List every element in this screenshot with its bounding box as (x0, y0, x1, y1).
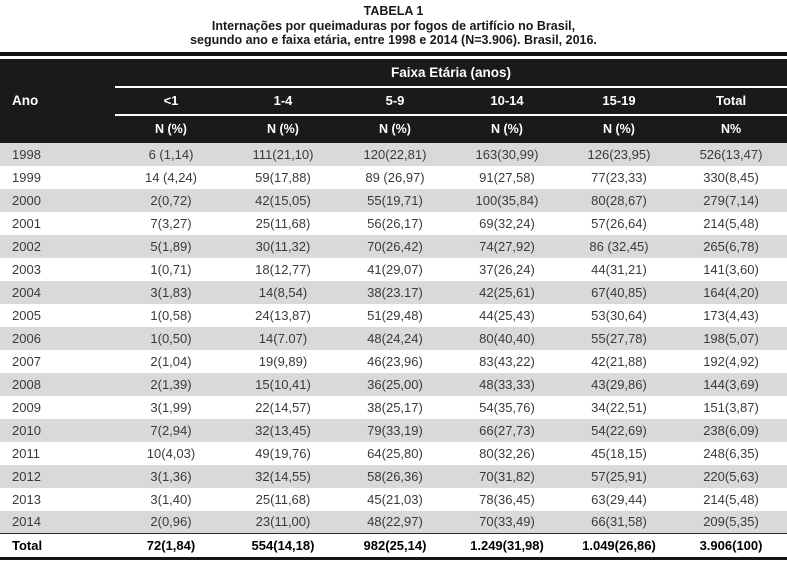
value-cell: 70(33,49) (479, 514, 535, 530)
value-cell: 70(31,82) (479, 468, 535, 484)
value-cell: 22(14,57) (255, 399, 311, 415)
table-row (0, 511, 787, 534)
value-cell: 44(25,43) (479, 307, 535, 323)
total-cell: 3.906(100) (675, 534, 787, 559)
value-cell: 42(25,61) (479, 284, 535, 300)
subheader-n-pct-total: N% (675, 115, 787, 143)
table-header (0, 59, 787, 143)
table-row (0, 281, 787, 304)
value-cell: 66(31,58) (591, 514, 647, 530)
value-cell: 14(7.07) (258, 330, 308, 346)
total-row (0, 534, 787, 559)
value-cell: 1(0,50) (150, 330, 192, 346)
value-cell: 74(27,92) (479, 238, 535, 254)
value-cell: 54(22,69) (591, 422, 647, 438)
table-row (0, 488, 787, 511)
value-cell: 14 (4,24) (144, 169, 198, 185)
value-cell: 120(22,81) (363, 146, 427, 162)
year-cell: 2005 (12, 307, 41, 323)
value-cell: 57(25,91) (591, 468, 647, 484)
value-cell: 164(4,20) (703, 284, 759, 300)
value-cell: 248(6,35) (703, 445, 759, 461)
table-row (0, 373, 787, 396)
value-cell: 141(3,60) (703, 261, 759, 277)
table-row (0, 258, 787, 281)
table-row (0, 350, 787, 373)
top-rule (0, 52, 787, 56)
value-cell: 279(7,14) (703, 192, 759, 208)
value-cell: 23(11,00) (255, 514, 311, 530)
table-number: TABELA 1 (363, 4, 424, 18)
year-cell: 1999 (12, 169, 41, 185)
table-row (0, 212, 787, 235)
subheader-n-pct-1: N (%) (115, 115, 227, 143)
table-row (0, 419, 787, 442)
value-cell: 57(26,64) (591, 215, 647, 231)
value-cell: 63(29,44) (591, 491, 647, 507)
value-cell: 265(6,78) (703, 238, 759, 254)
table-row (0, 143, 787, 166)
value-cell: 2(0,72) (150, 192, 192, 208)
value-cell: 14(8,54) (258, 284, 308, 300)
value-cell: 80(28,67) (591, 192, 647, 208)
value-cell: 91(27,58) (479, 169, 535, 185)
value-cell: 48(22,97) (367, 514, 423, 530)
column-header-lt1: <1 (115, 87, 227, 115)
year-cell: 2012 (12, 468, 41, 484)
value-cell: 58(26,36) (367, 468, 423, 484)
value-cell: 48(33,33) (479, 376, 535, 392)
year-cell: 2007 (12, 353, 41, 369)
table-row (0, 442, 787, 465)
year-cell: 2009 (12, 399, 41, 415)
year-cell: 2008 (12, 376, 41, 392)
value-cell: 3(1,40) (150, 491, 192, 507)
value-cell: 100(35,84) (475, 192, 539, 208)
year-cell: 2006 (12, 330, 41, 346)
value-cell: 5(1,89) (150, 238, 192, 254)
caption-line-1: Internações por queimaduras por fogos de artifício no Brasil, (211, 18, 576, 33)
value-cell: 1(0,58) (150, 307, 192, 323)
table-row (0, 166, 787, 189)
table-row (0, 327, 787, 350)
value-cell: 7(2,94) (150, 422, 192, 438)
subheader-n-pct-4: N (%) (451, 115, 563, 143)
value-cell: 209(5,35) (703, 514, 759, 530)
year-cell: 2011 (12, 445, 40, 461)
value-cell: 18(12,77) (255, 261, 311, 277)
column-header-total: Total (675, 87, 787, 115)
subheader-n-pct-3: N (%) (339, 115, 451, 143)
value-cell: 3(1,99) (150, 399, 192, 415)
value-cell: 198(5,07) (703, 330, 759, 346)
total-cell: 1.249(31,98) (451, 534, 563, 559)
value-cell: 32(14,55) (255, 468, 311, 484)
table-row (0, 465, 787, 488)
value-cell: 111(21,10) (252, 146, 314, 162)
column-header-10-14: 10-14 (451, 87, 563, 115)
value-cell: 214(5,48) (703, 215, 759, 231)
value-cell: 2(1,39) (150, 376, 192, 392)
year-cell: 2000 (12, 192, 41, 208)
value-cell: 34(22,51) (591, 399, 647, 415)
total-cell: 554(14,18) (227, 534, 339, 559)
value-cell: 80(40,40) (479, 330, 535, 346)
value-cell: 51(29,48) (367, 307, 423, 323)
data-table (0, 59, 787, 561)
subheader-n-pct-5: N (%) (563, 115, 675, 143)
value-cell: 3(1,83) (150, 284, 192, 300)
column-header-1-4: 1-4 (227, 87, 339, 115)
column-group-header: Faixa Etária (anos) (115, 59, 787, 87)
value-cell: 220(5,63) (703, 468, 759, 484)
column-header-ano: Ano (0, 59, 115, 143)
value-cell: 54(35,76) (479, 399, 535, 415)
value-cell: 46(23,96) (367, 353, 423, 369)
value-cell: 67(40,85) (591, 284, 647, 300)
year-cell: 2014 (12, 514, 41, 530)
total-cell: 1.049(26,86) (563, 534, 675, 559)
value-cell: 7(3,27) (150, 215, 192, 231)
value-cell: 25(11,68) (255, 491, 311, 507)
value-cell: 173(4,43) (703, 307, 759, 323)
year-cell: 2004 (12, 284, 41, 300)
value-cell: 41(29,07) (367, 261, 423, 277)
value-cell: 37(26,24) (479, 261, 535, 277)
value-cell: 25(11,68) (255, 215, 311, 231)
year-cell: 2003 (12, 261, 41, 277)
value-cell: 83(43,22) (479, 353, 535, 369)
value-cell: 2(0,96) (150, 514, 192, 530)
value-cell: 56(26,17) (367, 215, 423, 231)
value-cell: 32(13,45) (255, 422, 311, 438)
column-header-15-19: 15-19 (563, 87, 675, 115)
value-cell: 526(13,47) (699, 146, 763, 162)
value-cell: 55(27,78) (591, 330, 647, 346)
value-cell: 89 (26,97) (365, 169, 425, 185)
value-cell: 151(3,87) (703, 399, 759, 415)
value-cell: 15(10,41) (255, 376, 311, 392)
value-cell: 80(32,26) (479, 445, 535, 461)
value-cell: 24(13,87) (255, 307, 311, 323)
value-cell: 70(26,42) (367, 238, 423, 254)
value-cell: 2(1,04) (150, 353, 192, 369)
total-row-label: Total (0, 534, 115, 559)
value-cell: 3(1,36) (150, 468, 192, 484)
value-cell: 43(29,86) (591, 376, 647, 392)
value-cell: 66(27,73) (479, 422, 535, 438)
year-cell: 2002 (12, 238, 41, 254)
total-cell: 982(25,14) (339, 534, 451, 559)
value-cell: 38(23.17) (367, 284, 423, 300)
value-cell: 38(25,17) (367, 399, 423, 415)
value-cell: 144(3,69) (703, 376, 759, 392)
value-cell: 49(19,76) (255, 445, 311, 461)
value-cell: 42(15,05) (255, 192, 311, 208)
column-header-5-9: 5-9 (339, 87, 451, 115)
value-cell: 238(6,09) (703, 422, 759, 438)
value-cell: 36(25,00) (367, 376, 423, 392)
value-cell: 192(4,92) (703, 353, 759, 369)
value-cell: 19(9,89) (258, 353, 308, 369)
value-cell: 48(24,24) (367, 330, 423, 346)
table-body (0, 143, 787, 534)
year-cell: 2010 (12, 422, 41, 438)
table-caption (0, 0, 787, 48)
table-row (0, 235, 787, 258)
value-cell: 79(33,19) (367, 422, 423, 438)
year-cell: 2001 (12, 215, 41, 231)
value-cell: 126(23,95) (587, 146, 651, 162)
value-cell: 163(30,99) (475, 146, 539, 162)
value-cell: 42(21,88) (591, 353, 647, 369)
table-row (0, 396, 787, 419)
value-cell: 214(5,48) (703, 491, 759, 507)
value-cell: 1(0,71) (150, 261, 192, 277)
value-cell: 53(30,64) (591, 307, 647, 323)
value-cell: 86 (32,45) (589, 238, 649, 254)
value-cell: 10(4,03) (146, 445, 196, 461)
value-cell: 64(25,80) (367, 445, 423, 461)
value-cell: 69(32,24) (479, 215, 535, 231)
caption-line-2: segundo ano e faixa etária, entre 1998 e 2014 (N=3.906). Brasil, 2016. (190, 33, 597, 47)
value-cell: 59(17,88) (255, 169, 311, 185)
year-cell: 2013 (12, 491, 41, 507)
value-cell: 330(8,45) (703, 169, 759, 185)
year-cell: 1998 (12, 146, 41, 162)
value-cell: 78(36,45) (479, 491, 535, 507)
table-row (0, 304, 787, 327)
value-cell: 55(19,71) (367, 192, 423, 208)
value-cell: 44(31,21) (591, 261, 647, 277)
total-cell: 72(1,84) (115, 534, 227, 559)
value-cell: 45(21,03) (367, 491, 423, 507)
subheader-n-pct-2: N (%) (227, 115, 339, 143)
value-cell: 77(23,33) (591, 169, 647, 185)
value-cell: 6 (1,14) (148, 146, 194, 162)
table-row (0, 189, 787, 212)
value-cell: 30(11,32) (255, 238, 311, 254)
value-cell: 45(18,15) (591, 445, 647, 461)
